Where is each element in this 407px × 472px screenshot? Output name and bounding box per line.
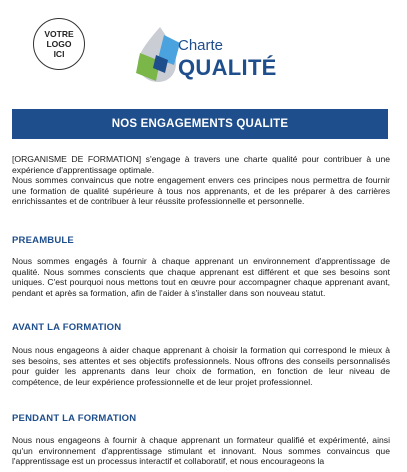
placeholder-logo (33, 18, 85, 70)
intro-paragraph-1: [ORGANISME DE FORMATION] s'engage à travers une charte qualité pour contribuer à une expérience d'apprentissage optimale. (12, 154, 390, 175)
logo-line-1: VOTRE (44, 29, 74, 39)
section-banner (12, 109, 388, 139)
paragraph-avant-formation: Nous nous engageons à aider chaque apprenant à choisir la formation qui correspond le mieux à ses besoins, ses attentes et ses objectifs professionnels. Nous offrons des conseils personnalisés pour guider les apprenants dans leur choix de formation, en fonction de leur niveau de compétence, de leur expérience professionnelle et de leur projet professionnel. (12, 345, 390, 387)
document-body (12, 154, 390, 467)
intro-block (12, 154, 390, 207)
banner-title: NOS ENGAGEMENTS QUALITE (111, 118, 289, 130)
brand-word-charte: Charte (178, 37, 224, 54)
paragraph-preambule: Nous sommes engagés à fournir à chaque apprenant un environnement d'apprentissage de qualité. Nous sommes conscients que chaque apprenant est différent et que ses besoins sont uniques. C'est pourquoi nous mettons tout en œuvre pour accompagner chaque apprenant avant, pendant et après sa formation, afin de l'aider à s'installer dans son nouveau statut. (12, 256, 390, 298)
paragraph-pendant-formation: Nous nous engageons à fournir à chaque apprenant un formateur qualifié et expérimenté, ainsi qu'un environnement d'apprentissage stimulant et innovant. Nous sommes convaincus que l'apprentissage est un processus interactif et collaboratif, et nous encourageons la (12, 435, 390, 467)
intro-paragraph-2: Nous sommes convaincus que notre engagement envers ces principes nous permettra de fournir une formation de qualité supérieure à tous nos apprenants, et de les préparer à des carrières enrichissantes et de contribuer à leur réussite professionnelle et personnelle. (12, 175, 390, 207)
heading-pendant-formation: PENDANT LA FORMATION (12, 413, 137, 424)
charte-qualite-logo (134, 25, 277, 91)
heading-avant-formation: AVANT LA FORMATION (12, 322, 122, 333)
heading-preambule: PREAMBULE (12, 235, 74, 246)
quality-drop-icon (134, 25, 180, 83)
logo-line-2: LOGO (46, 39, 72, 49)
brand-word-qualite: QUALITÉ (178, 55, 277, 80)
logo-line-3: ICI (53, 49, 65, 59)
